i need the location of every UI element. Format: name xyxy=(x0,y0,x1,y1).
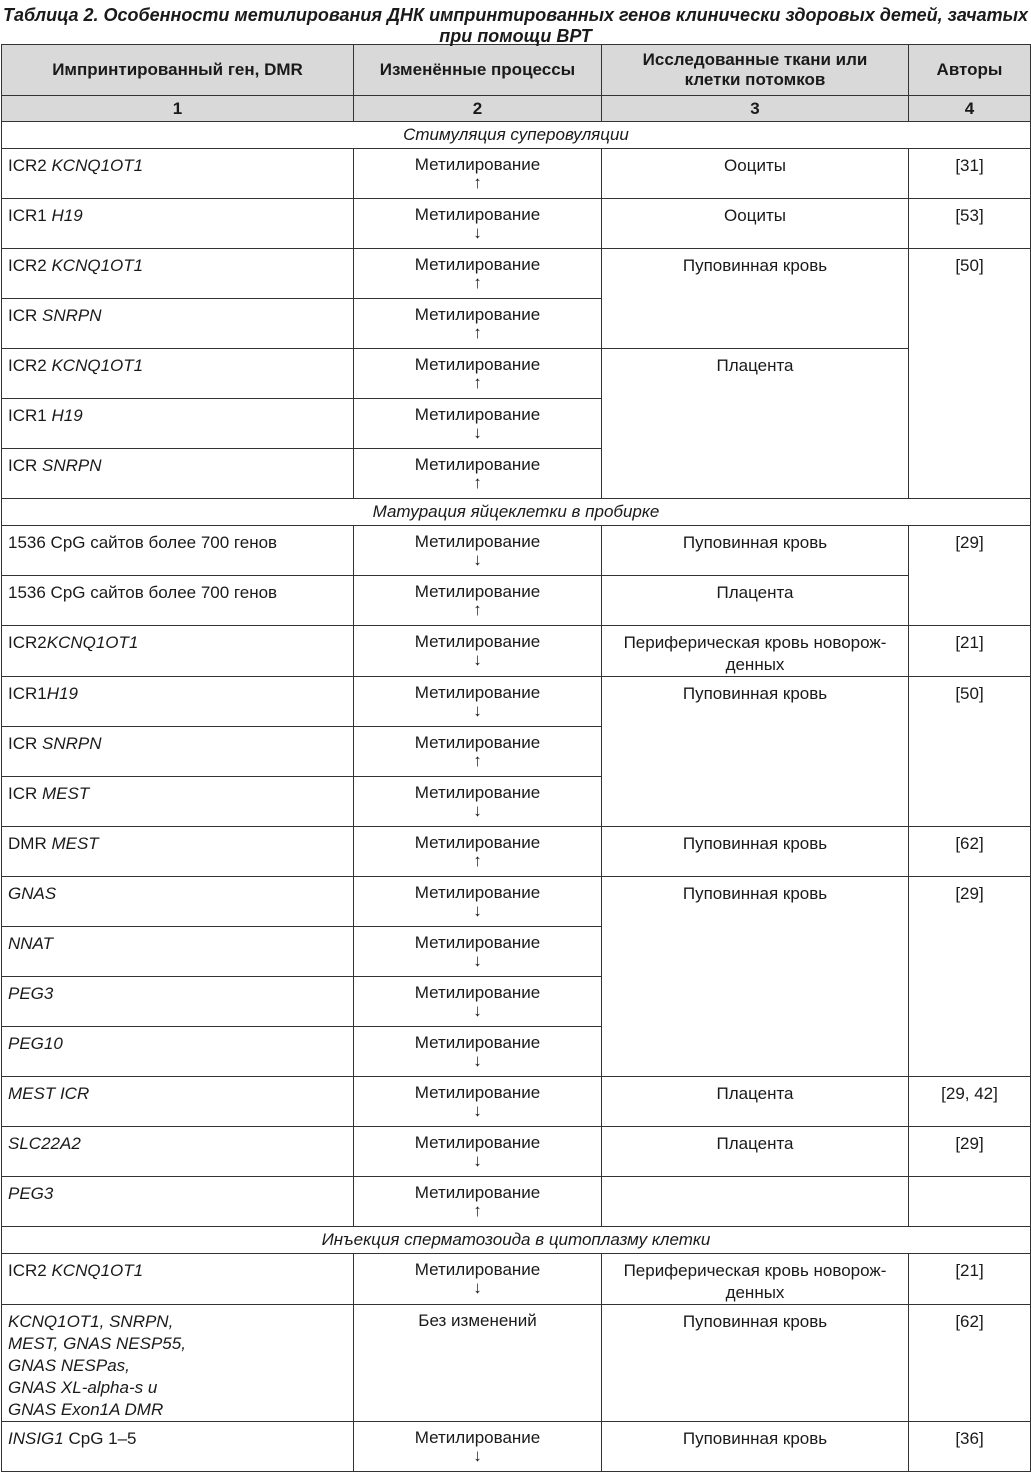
process-cell xyxy=(354,399,602,449)
gene-region: ICR xyxy=(8,784,42,803)
col-num-1: 1 xyxy=(2,96,354,122)
gene-cell xyxy=(2,626,354,677)
header-authors: Авторы xyxy=(909,45,1031,96)
arrow-down-icon: ↓ xyxy=(473,1278,482,1297)
process-label: Метилирование xyxy=(414,532,541,551)
gene-symbol: NNAT xyxy=(8,934,54,953)
process-label: Метилирование xyxy=(414,783,541,802)
gene-symbol: KCNQ1OT1 xyxy=(51,256,144,275)
arrow-down-icon: ↓ xyxy=(473,1001,482,1020)
authors-cell: [50] xyxy=(909,249,1031,499)
gene-region: ICR2 xyxy=(8,633,47,652)
gene-cell xyxy=(2,877,354,927)
process-cell xyxy=(354,1077,602,1127)
arrow-up-icon: ↑ xyxy=(473,851,482,870)
tissue-cell: Плацента xyxy=(602,1077,909,1127)
process-cell xyxy=(354,827,602,877)
tissue-cell: Пуповинная кровь xyxy=(602,877,909,1077)
gene-name-line: GNAS Exon1A DMR xyxy=(8,1400,164,1419)
gene-symbol: MEST ICR xyxy=(8,1084,90,1103)
process-label: Метилирование xyxy=(414,355,541,374)
section-title: Матурация яйцеклетки в пробирке xyxy=(2,499,1031,526)
col-num-3: 3 xyxy=(602,96,909,122)
gene-region: ICR xyxy=(8,306,42,325)
header-gene: Импринтированный ген, DMR xyxy=(2,45,354,96)
tissue-cell: Ооциты xyxy=(602,149,909,199)
gene-cell xyxy=(2,977,354,1027)
process-label: Метилирование xyxy=(414,405,541,424)
table-row xyxy=(2,576,1031,626)
gene-cell xyxy=(2,449,354,499)
gene-cell xyxy=(2,1177,354,1227)
process-cell xyxy=(354,299,602,349)
gene-cell xyxy=(2,299,354,349)
gene-cell xyxy=(2,1077,354,1127)
authors-cell: [62] xyxy=(909,827,1031,877)
tissue-cell: Периферическая кровь новорож-денных xyxy=(602,626,909,677)
tissue-cell: Пуповинная кровь xyxy=(602,827,909,877)
gene-symbol: KCNQ1OT1 xyxy=(46,633,139,652)
arrow-down-icon: ↓ xyxy=(473,650,482,669)
authors-cell: [29] xyxy=(909,1127,1031,1177)
section-row xyxy=(2,499,1031,526)
table-row xyxy=(2,1305,1031,1422)
process-cell xyxy=(354,526,602,576)
arrow-up-icon: ↑ xyxy=(473,173,482,192)
gene-symbol: H19 xyxy=(51,206,83,225)
authors-cell: [29] xyxy=(909,526,1031,626)
process-cell xyxy=(354,977,602,1027)
section-title: Инъекция сперматозоида в цитоплазму клетки xyxy=(2,1227,1031,1254)
gene-cell xyxy=(2,576,354,626)
process-cell xyxy=(354,777,602,827)
table-row xyxy=(2,1127,1031,1177)
process-label: Метилирование xyxy=(414,1133,541,1152)
process-cell xyxy=(354,1305,602,1422)
process-cell xyxy=(354,1254,602,1305)
arrow-down-icon: ↓ xyxy=(473,550,482,569)
tissue-cell xyxy=(602,1177,909,1227)
tissue-cell: Плацента xyxy=(602,349,909,499)
gene-cell xyxy=(2,149,354,199)
arrow-down-icon: ↓ xyxy=(473,901,482,920)
gene-symbol: MEST xyxy=(42,784,90,803)
arrow-up-icon: ↑ xyxy=(473,600,482,619)
gene-cell xyxy=(2,927,354,977)
gene-symbol: SNRPN xyxy=(42,306,102,325)
arrow-down-icon: ↓ xyxy=(473,223,482,242)
process-cell xyxy=(354,1177,602,1227)
col-num-2: 2 xyxy=(354,96,602,122)
gene-region: ICR2 xyxy=(8,356,52,375)
tissue-cell: Пуповинная кровь xyxy=(602,1305,909,1422)
process-label: Метилирование xyxy=(414,983,541,1002)
process-label: Метилирование xyxy=(414,582,541,601)
gene-symbol: KCNQ1OT1 xyxy=(51,1261,144,1280)
header-tissue: Исследованные ткани или клетки потомков xyxy=(602,45,909,96)
authors-cell: [36] xyxy=(909,1422,1031,1472)
table-row xyxy=(2,827,1031,877)
tissue-cell: Периферическая кровь новорож-денных xyxy=(602,1254,909,1305)
arrow-up-icon: ↑ xyxy=(473,473,482,492)
table-row xyxy=(2,1177,1031,1227)
gene-symbol: PEG3 xyxy=(8,1184,54,1203)
gene-name-line: GNAS NESPas, xyxy=(8,1356,130,1375)
arrow-down-icon: ↓ xyxy=(473,423,482,442)
gene-cell xyxy=(2,1422,354,1472)
table-header-row xyxy=(2,45,1031,96)
gene-region: DMR xyxy=(8,834,52,853)
gene-cell xyxy=(2,727,354,777)
table-row xyxy=(2,1422,1031,1472)
gene-cell xyxy=(2,677,354,727)
process-label: Метилирование xyxy=(414,833,541,852)
process-cell xyxy=(354,576,602,626)
table-row xyxy=(2,199,1031,249)
gene-symbol: SNRPN xyxy=(42,456,102,475)
process-cell xyxy=(354,677,602,727)
authors-cell: [21] xyxy=(909,1254,1031,1305)
gene-region: ICR1 xyxy=(8,684,47,703)
gene-cell xyxy=(2,199,354,249)
gene-cell xyxy=(2,1127,354,1177)
gene-name-line: KCNQ1OT1, SNRPN, xyxy=(8,1312,174,1331)
process-cell xyxy=(354,349,602,399)
process-cell xyxy=(354,1422,602,1472)
gene-region: ICR1 xyxy=(8,206,52,225)
table-row xyxy=(2,1254,1031,1305)
arrow-up-icon: ↑ xyxy=(473,323,482,342)
section-row xyxy=(2,1227,1031,1254)
column-number-row xyxy=(2,96,1031,122)
gene-symbol: SNRPN xyxy=(42,734,102,753)
gene-symbol: PEG10 xyxy=(8,1034,63,1053)
gene-region: ICR2 xyxy=(8,1261,52,1280)
gene-name-line: MEST, GNAS NESP55, xyxy=(8,1334,186,1353)
process-cell xyxy=(354,199,602,249)
gene-region: ICR1 xyxy=(8,406,52,425)
table-row xyxy=(2,1077,1031,1127)
section-title: Стимуляция суперовуляции xyxy=(2,122,1031,149)
arrow-down-icon: ↓ xyxy=(473,701,482,720)
tissue-cell: Пуповинная кровь xyxy=(602,1422,909,1472)
tissue-cell: Ооциты xyxy=(602,199,909,249)
gene-cell xyxy=(2,1027,354,1077)
process-cell xyxy=(354,927,602,977)
authors-cell: [21] xyxy=(909,626,1031,677)
authors-cell: [53] xyxy=(909,199,1031,249)
gene-symbol: PEG3 xyxy=(8,984,54,1003)
tissue-cell: Плацента xyxy=(602,1127,909,1177)
arrow-down-icon: ↓ xyxy=(473,1051,482,1070)
gene-symbol: KCNQ1OT1 xyxy=(51,156,144,175)
authors-cell xyxy=(909,1177,1031,1227)
authors-cell: [50] xyxy=(909,677,1031,827)
gene-symbol: GNAS xyxy=(8,884,57,903)
section-row xyxy=(2,122,1031,149)
gene-region: ICR xyxy=(8,734,42,753)
process-label: Метилирование xyxy=(414,1428,541,1447)
process-cell xyxy=(354,1127,602,1177)
table-row xyxy=(2,877,1031,927)
arrow-down-icon: ↓ xyxy=(473,1101,482,1120)
gene-region: ICR2 xyxy=(8,256,52,275)
gene-region: ICR2 xyxy=(8,156,52,175)
arrow-down-icon: ↓ xyxy=(473,801,482,820)
process-label: Метилирование xyxy=(414,1260,541,1279)
process-cell xyxy=(354,877,602,927)
gene-cell xyxy=(2,349,354,399)
process-label: Метилирование xyxy=(414,683,541,702)
methylation-table xyxy=(1,44,1031,1472)
arrow-up-icon: ↑ xyxy=(473,1201,482,1220)
process-label: Метилирование xyxy=(414,1083,541,1102)
gene-symbol: SLC22A2 xyxy=(8,1134,81,1153)
process-label: Метилирование xyxy=(414,305,541,324)
gene-cell xyxy=(2,777,354,827)
authors-cell: [31] xyxy=(909,149,1031,199)
process-cell xyxy=(354,449,602,499)
arrow-down-icon: ↓ xyxy=(473,1151,482,1170)
process-label: Метилирование xyxy=(414,733,541,752)
gene-symbol: H19 xyxy=(51,406,83,425)
gene-cell xyxy=(2,399,354,449)
arrow-down-icon: ↓ xyxy=(473,1446,482,1465)
authors-cell: [29, 42] xyxy=(909,1077,1031,1127)
gene-region: 1536 CpG сайтов более 700 генов xyxy=(8,583,278,602)
gene-cell xyxy=(2,249,354,299)
process-label: Метилирование xyxy=(414,155,541,174)
gene-cell xyxy=(2,526,354,576)
table-row xyxy=(2,677,1031,727)
process-cell xyxy=(354,626,602,677)
authors-cell: [29] xyxy=(909,877,1031,1077)
arrow-up-icon: ↑ xyxy=(473,273,482,292)
gene-region: 1536 CpG сайтов более 700 генов xyxy=(8,533,278,552)
tissue-cell: Пуповинная кровь xyxy=(602,526,909,576)
gene-symbol: MEST xyxy=(51,834,99,853)
header-process: Изменённые процессы xyxy=(354,45,602,96)
gene-region: ICR xyxy=(8,456,42,475)
gene-cell xyxy=(2,827,354,877)
authors-cell: [62] xyxy=(909,1305,1031,1422)
tissue-cell: Пуповинная кровь xyxy=(602,677,909,827)
process-label: Без изменений xyxy=(418,1311,537,1330)
process-label: Метилирование xyxy=(414,1033,541,1052)
process-label: Метилирование xyxy=(414,205,541,224)
process-cell xyxy=(354,1027,602,1077)
process-label: Метилирование xyxy=(414,933,541,952)
process-label: Метилирование xyxy=(414,455,541,474)
process-cell xyxy=(354,727,602,777)
gene-symbol: INSIG1 xyxy=(8,1429,64,1448)
process-label: Метилирование xyxy=(414,1183,541,1202)
arrow-up-icon: ↑ xyxy=(473,373,482,392)
arrow-down-icon: ↓ xyxy=(473,951,482,970)
table-row xyxy=(2,626,1031,677)
process-label: Метилирование xyxy=(414,255,541,274)
process-cell xyxy=(354,149,602,199)
gene-cell xyxy=(2,1254,354,1305)
table-row xyxy=(2,526,1031,576)
table-row xyxy=(2,349,1031,399)
gene-symbol: KCNQ1OT1 xyxy=(51,356,144,375)
tissue-cell: Плацента xyxy=(602,576,909,626)
table-row xyxy=(2,249,1031,299)
process-label: Метилирование xyxy=(414,883,541,902)
gene-symbol: H19 xyxy=(46,684,78,703)
process-label: Метилирование xyxy=(414,632,541,651)
gene-name-line: GNAS XL-alpha-s и xyxy=(8,1378,158,1397)
process-cell xyxy=(354,249,602,299)
arrow-up-icon: ↑ xyxy=(473,751,482,770)
table-row xyxy=(2,149,1031,199)
col-num-4: 4 xyxy=(909,96,1031,122)
table-title: Таблица 2. Особенности метилирования ДНК импринтированных генов клинически здоровых детей, зачатых при помощи ВРТ xyxy=(2,5,1029,46)
tissue-cell: Пуповинная кровь xyxy=(602,249,909,349)
gene-cell xyxy=(2,1305,354,1422)
gene-region: CpG 1–5 xyxy=(63,1429,137,1448)
